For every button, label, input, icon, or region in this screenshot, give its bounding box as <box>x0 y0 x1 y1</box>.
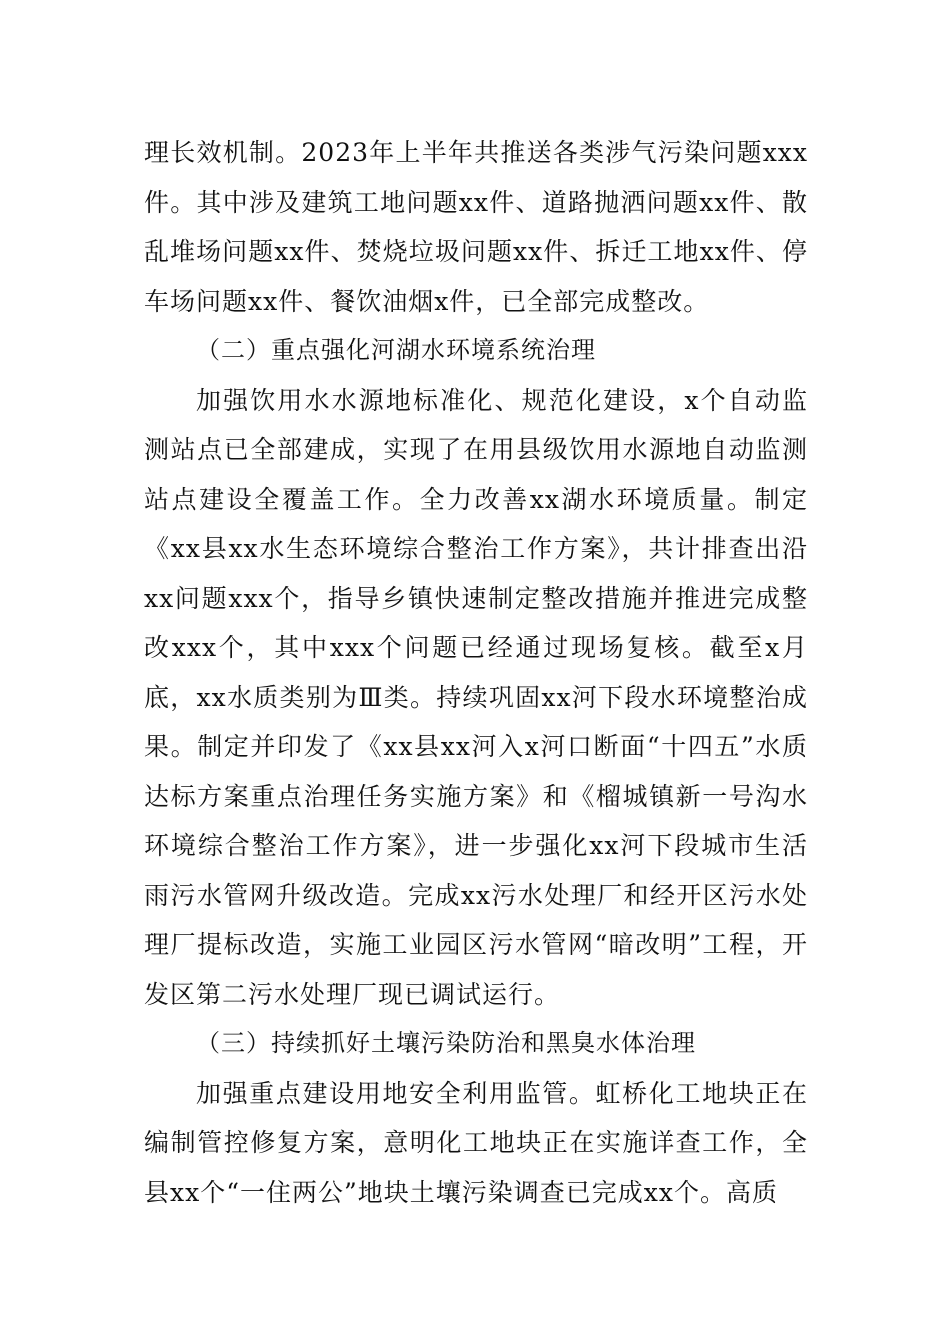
document-body <box>144 128 808 1217</box>
paragraph-soil-governance: 加强重点建设用地安全利用监管。虹桥化工地块正在编制管控修复方案，意明化工地块正在实施详查工作，全县xx个“一住两公”地块土壤污染调查已完成xx个。高质 <box>144 1078 808 1207</box>
paragraph-water-governance: 加强饮用水水源地标准化、规范化建设，x个自动监测站点已全部建成，实现了在用县级饮用水源地自动监测站点建设全覆盖工作。全力改善xx湖水环境质量。制定《xx县xx水生态环境综合整治工作方案》，共计排查出沿xx问题xxx个，指导乡镇快速制定整改措施并推进完成整改xxx个，其中xxx个问题已经通过现场复核。截至x月底，xx水质类别为Ⅲ类。持续巩固xx河下段水环境整治成果。制定并印发了《xx县xx河入x河口断面“十四五”水质达标方案重点治理任务实施方案》和《榴城镇新一号沟水环境综合整治工作方案》，进一步强化xx河下段城市生活雨污水管网升级改造。完成xx污水处理厂和经开区污水处理厂提标改造，实施工业园区污水管网“暗改明”工程，开发区第二污水处理厂现已调试运行。 <box>144 385 808 1009</box>
paragraph-air-pollution: 理长效机制。2023年上半年共推送各类涉气污染问题xxx件。其中涉及建筑工地问题xx件、道路抛洒问题xx件、散乱堆场问题xx件、焚烧垃圾问题xx件、拆迁工地xx件、停车场问题xx件、餐饮油烟x件，已全部完成整改。 <box>144 138 808 316</box>
section-heading-water: （二）重点强化河湖水环境系统治理 <box>196 336 596 364</box>
section-heading-soil: （三）持续抓好土壤污染防治和黑臭水体治理 <box>196 1029 696 1057</box>
